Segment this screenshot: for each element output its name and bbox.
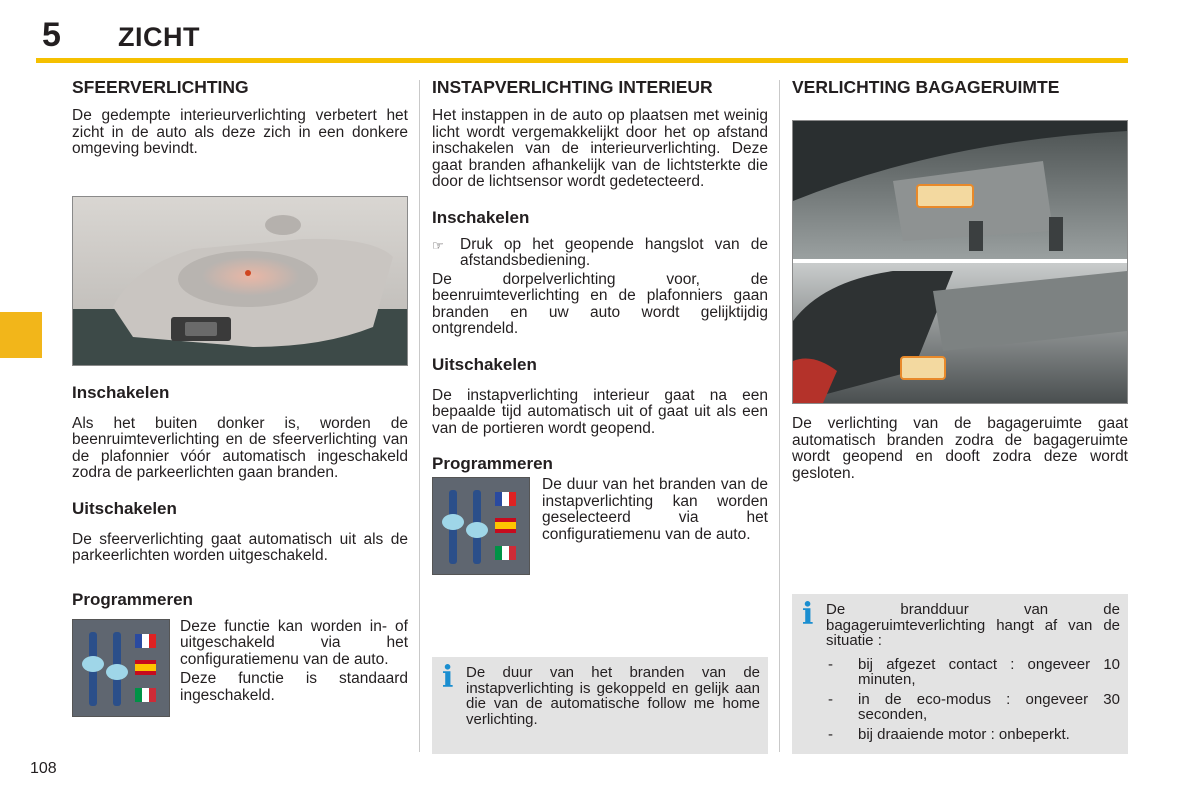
subheading-switch-on: Inschakelen <box>72 382 170 402</box>
column-ambient-lighting <box>72 78 408 717</box>
info-icon: i <box>442 660 454 695</box>
list-item-text: bij afgezet contact : ongeveer 10 minuten, <box>858 655 1120 688</box>
config-sliders-flags-icon <box>432 477 530 575</box>
info-text: De duur van het branden van de instapverlichting is gekoppeld en gelijk aan die van de automatische follow me home verlichting. <box>466 664 760 728</box>
chapter-title: ZICHT <box>118 22 200 52</box>
info-intro: De brandduur van de bagageruimteverlichting hangt af van de situatie : <box>826 601 1120 649</box>
switch-on-text: Als het buiten donker is, worden de beenruimteverlichting en de sfeerverlichting van de plafonnier vóór automatisch ingeschakeld zodra de parkeerlichten gaan branden. <box>72 414 408 481</box>
config-sliders-flags-icon <box>72 619 170 717</box>
subheading-switch-on: Inschakelen <box>432 207 530 227</box>
subheading-programming: Programmeren <box>432 454 553 473</box>
column-boot-lighting <box>792 78 1128 482</box>
chapter-number: 5 <box>42 16 61 54</box>
subheading-switch-off: Uitschakelen <box>72 498 177 518</box>
trunk-light-photo <box>792 120 1128 404</box>
info-box-entry-lighting <box>432 657 768 754</box>
dash: - <box>828 725 833 743</box>
ceiling-light-photo <box>72 196 408 366</box>
subheading-switch-off: Uitschakelen <box>432 354 537 374</box>
programming-text: Deze functie kan worden in- of uitgeschakeld via het configuratiemenu van de auto. <box>180 617 408 668</box>
list-item-text: in de eco-modus : ongeveer 30 seconden, <box>858 690 1120 723</box>
list-item <box>826 727 1120 743</box>
boot-lighting-text: De verlichting van de bagageruimte gaat automatisch branden zodra de bagageruimte wordt geopend en dooft zodra deze wordt gesloten. <box>792 415 1128 482</box>
info-box-boot-lighting <box>792 594 1128 754</box>
header-rule <box>36 58 1128 63</box>
column-entry-lighting <box>432 78 768 575</box>
info-icon: i <box>802 597 814 632</box>
section-title: VERLICHTING BAGAGERUIMTE <box>792 77 1060 97</box>
switch-off-text: De sfeerverlichting gaat automatisch uit als de parkeerlichten worden uitgeschakeld. <box>72 530 408 564</box>
programming-text: De duur van het branden van de instapverlichting kan worden geselecteerd via het configuratiemenu van de auto. <box>542 476 768 543</box>
switch-on-text: De dorpelverlichting voor, de beenruimteverlichting en de plafonniers gaan branden en uw auto wordt gelijktijdig ontgrendeld. <box>432 270 768 337</box>
list-item <box>826 692 1120 723</box>
dash: - <box>828 655 833 673</box>
column-divider <box>419 80 420 752</box>
page-number: 108 <box>30 760 57 777</box>
switch-off-text: De instapverlichting interieur gaat na een bepaalde tijd automatisch uit of gaat uit als een van de portieren wordt geopend. <box>432 386 768 437</box>
programming-default-text: Deze functie is standaard ingeschakeld. <box>180 670 408 704</box>
intro-text: Het instappen in de auto op plaatsen met weinig licht wordt vergemakkelijkt door het op afstand inschakelen van de interieurverlichting. Deze gaat branden afhankelijk van de lichtsterkte die door de lichtsensor wordt gedetecteerd. <box>432 107 768 190</box>
chapter-side-tab <box>0 312 42 358</box>
hand-pointer-icon: ☞ <box>432 237 444 253</box>
section-title: SFEERVERLICHTING <box>72 77 249 97</box>
subheading-programming: Programmeren <box>72 589 193 609</box>
section-title: INSTAPVERLICHTING INTERIEUR <box>432 77 713 97</box>
list-item-text: bij draaiende motor : onbeperkt. <box>858 725 1070 743</box>
list-item <box>826 657 1120 688</box>
intro-text: De gedempte interieurverlichting verbetert het zicht in de auto als deze zich in een donkere omgeving bevindt. <box>72 107 408 157</box>
column-divider <box>779 80 780 752</box>
dash: - <box>828 690 833 708</box>
bullet-text: Druk op het geopende hangslot van de afstandsbediening. <box>460 235 768 269</box>
